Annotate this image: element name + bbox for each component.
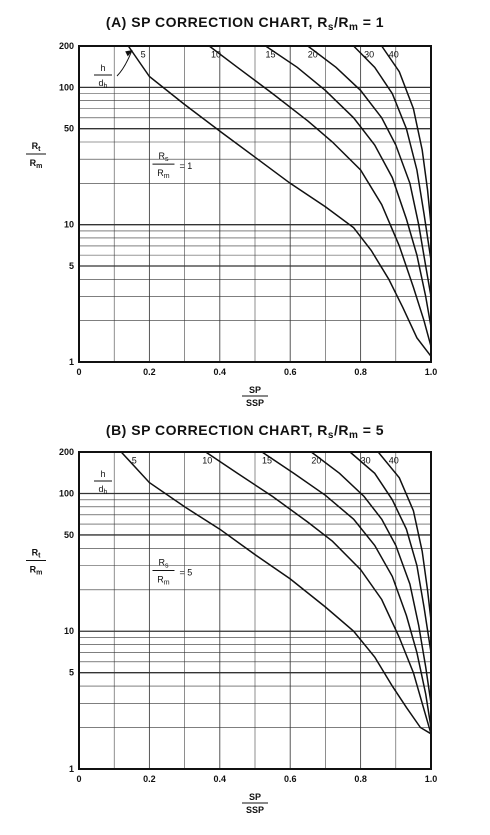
a-ylabel-denominator: $R_m$: [29, 158, 43, 170]
b-y-tick-label: 5: [68, 667, 74, 678]
a-curve-10: [209, 46, 431, 346]
a-h-label: h: [100, 63, 106, 73]
b-curve-20: [311, 452, 431, 703]
a-x-tick-label: 0.4: [213, 367, 227, 377]
a-y-tick-label: 100: [58, 82, 74, 93]
b-x-tick-label: 0.8: [354, 774, 367, 784]
b-x-tick-label: 0.4: [213, 774, 227, 784]
a-x-tick-label: 1.0: [424, 367, 438, 377]
b-param-denominator: $R_m$: [157, 574, 170, 587]
a-curve-40: [382, 46, 431, 225]
a-curve-5: [128, 46, 431, 356]
b-y-tick-label: 100: [58, 488, 74, 499]
b-x-tick-label: 0.6: [283, 774, 297, 784]
a-curve-label-5: 5: [140, 49, 146, 60]
b-xlabel-denominator: SSP: [245, 805, 265, 815]
chart-panel-b: [0, 418, 490, 835]
chart-title-a: (A) SP CORRECTION CHART, $R_s/R_m = 1$: [105, 14, 385, 33]
a-curve-label-30: 30: [364, 49, 375, 60]
chart-panel-a: [0, 0, 490, 415]
b-curve-30: [350, 452, 431, 653]
a-y-tick-label: 1: [68, 357, 74, 367]
b-xlabel-numerator: SP: [248, 792, 262, 802]
a-curve-label-20: 20: [307, 49, 318, 60]
a-param-denominator: $R_m$: [157, 168, 170, 181]
b-h-label: h: [100, 469, 106, 479]
a-curve-label-40: 40: [388, 49, 399, 60]
a-y-tick-label: 200: [58, 41, 74, 51]
b-ylabel-numerator: $R_t$: [31, 547, 41, 560]
a-x-tick-label: 0.6: [283, 367, 297, 377]
b-curve-label-15: 15: [262, 455, 273, 466]
b-x-tick-label: 0.2: [143, 774, 156, 784]
b-param-numerator: $R_s$: [158, 557, 169, 570]
b-curve-40: [378, 452, 431, 620]
b-y-tick-label: 1: [68, 764, 74, 774]
chart-title-b: (B) SP CORRECTION CHART, $R_s/R_m = 5$: [105, 422, 385, 441]
b-curve-label-5: 5: [131, 455, 137, 466]
b-curve-label-20: 20: [311, 455, 322, 466]
b-curve-label-30: 30: [360, 455, 371, 466]
a-annotation-arrow: [117, 51, 132, 76]
b-dh-label: $d_h$: [98, 484, 108, 496]
a-xlabel-denominator: SSP: [245, 398, 265, 408]
a-curve-label-10: 10: [211, 49, 222, 60]
b-y-tick-label: 200: [58, 447, 74, 457]
a-y-tick-label: 50: [63, 123, 74, 134]
a-dh-label: $d_h$: [98, 78, 108, 90]
b-x-tick-label: 0: [76, 774, 82, 784]
chart-svg-a: [0, 0, 490, 415]
a-param-numerator: $R_s$: [158, 151, 169, 164]
b-param-value: = 5: [179, 567, 193, 578]
a-ylabel-numerator: $R_t$: [31, 141, 41, 153]
b-curve-label-40: 40: [388, 455, 399, 466]
a-xlabel-numerator: SP: [248, 385, 262, 395]
b-curve-label-10: 10: [202, 455, 213, 466]
a-curve-label-15: 15: [265, 49, 276, 60]
b-ylabel-denominator: $R_m$: [29, 564, 43, 577]
a-x-tick-label: 0.2: [143, 367, 156, 377]
b-x-tick-label: 1.0: [424, 774, 438, 784]
b-y-tick-label: 50: [63, 529, 74, 540]
a-curve-20: [308, 46, 431, 297]
b-curve-10: [206, 452, 431, 734]
b-curve-5: [121, 452, 431, 734]
b-y-tick-label: 10: [63, 626, 74, 637]
a-x-tick-label: 0: [76, 367, 82, 377]
a-y-tick-label: 5: [68, 261, 74, 272]
a-y-tick-label: 10: [63, 219, 74, 230]
a-x-tick-label: 0.8: [354, 367, 367, 377]
a-param-value: = 1: [179, 161, 193, 172]
chart-svg-b: [0, 418, 490, 835]
